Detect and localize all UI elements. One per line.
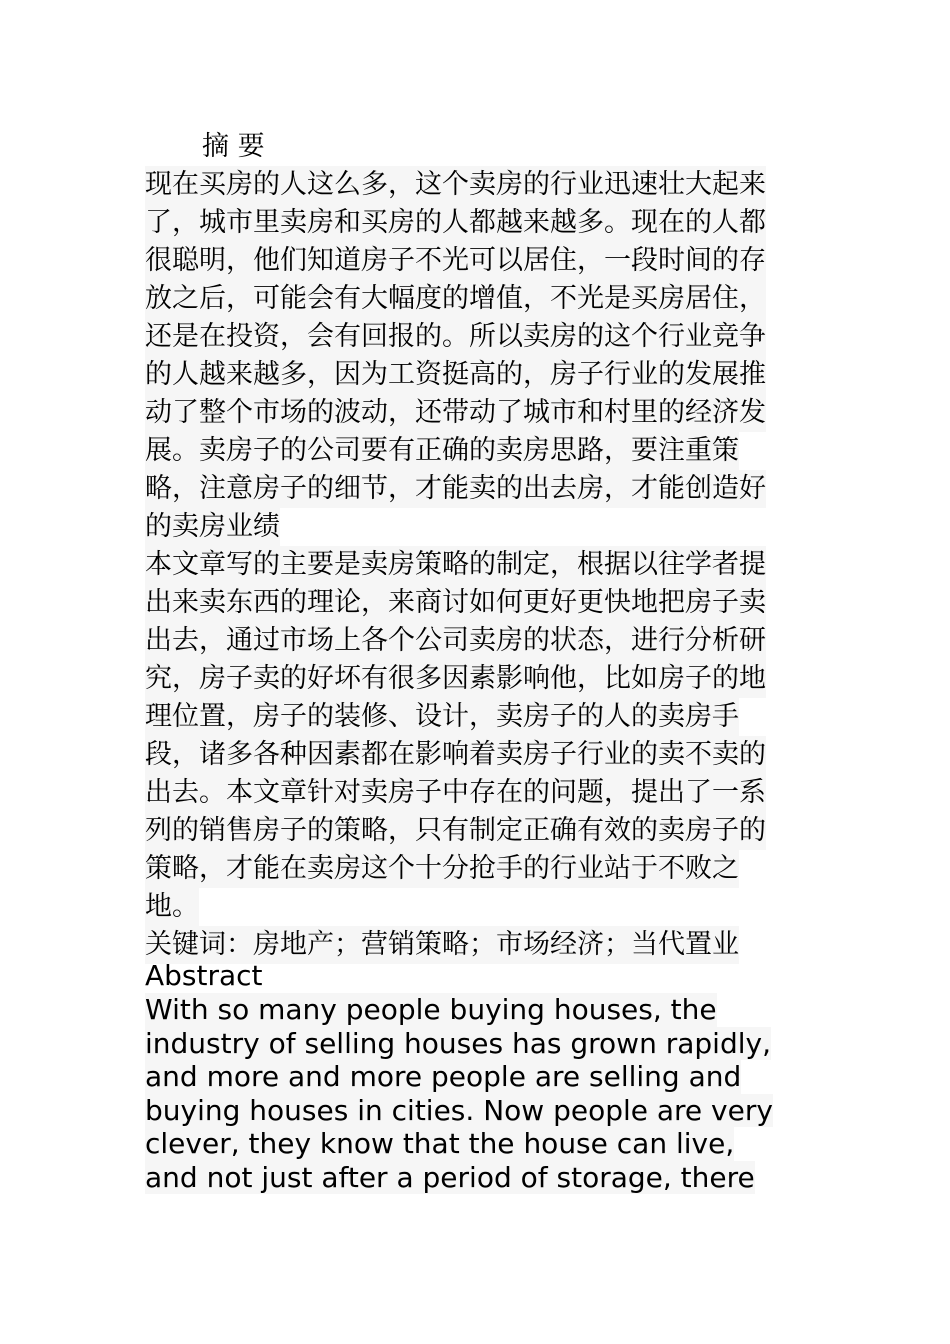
text-line: and not just after a period of storage, there: [145, 1160, 755, 1194]
text-line: 的卖房业绩: [145, 508, 280, 546]
text-line: 现在买房的人这么多，这个卖房的行业迅速壮大起来: [145, 166, 766, 204]
text-line: 究，房子卖的好坏有很多因素影响他，比如房子的地: [145, 660, 766, 698]
text-line: 略，注意房子的细节，才能卖的出去房，才能创造好: [145, 470, 766, 508]
text-line: 的人越来越多，因为工资挺高的，房子行业的发展推: [145, 356, 766, 394]
abstract-cn-title: 摘 要: [202, 131, 265, 162]
text-line: 出去，通过市场上各个公司卖房的状态，进行分析研: [145, 622, 766, 660]
text-line: 动了整个市场的波动，还带动了城市和村里的经济发: [145, 394, 766, 432]
text-line: 策略，才能在卖房这个十分抢手的行业站于不败之: [145, 850, 739, 888]
text-line: 出去。本文章针对卖房子中存在的问题，提出了一系: [145, 774, 766, 812]
text-line: 放之后，可能会有大幅度的增值，不光是买房居住，: [145, 280, 766, 318]
text-line: 展。卖房子的公司要有正确的卖房思路，要注重策: [145, 432, 739, 470]
abstract-en-paragraph: [145, 993, 810, 1194]
text-line: 理位置，房子的装修、设计，卖房子的人的卖房手: [145, 698, 739, 736]
text-line: 很聪明，他们知道房子不光可以居住，一段时间的存: [145, 242, 766, 280]
text-line: With so many people buying houses, the: [145, 993, 717, 1026]
abstract-en-title: Abstract: [145, 959, 263, 992]
text-line: 地。: [145, 888, 199, 926]
abstract-cn-paragraph-1: [145, 166, 810, 546]
abstract-cn-paragraph-2: [145, 546, 810, 926]
text-line: 出来卖东西的理论，来商讨如何更好更快地把房子卖: [145, 584, 766, 622]
text-line: 还是在投资，会有回报的。所以卖房的这个行业竞争: [145, 318, 766, 356]
text-line: 段，诸多各种因素都在影响着卖房子行业的卖不卖的: [145, 736, 766, 774]
keywords-line: 关键词：房地产；营销策略；市场经济；当代置业: [145, 926, 739, 964]
text-line: 本文章写的主要是卖房策略的制定，根据以往学者提: [145, 546, 766, 584]
text-line: buying houses in cities. Now people are very: [145, 1093, 773, 1127]
text-line: industry of selling houses has grown rapidly,: [145, 1026, 771, 1060]
text-line: 列的销售房子的策略，只有制定正确有效的卖房子的: [145, 812, 766, 850]
text-line: and more and more people are selling and: [145, 1060, 742, 1093]
text-line: clever, they know that the house can live,: [145, 1127, 735, 1160]
text-line: 了，城市里卖房和买房的人都越来越多。现在的人都: [145, 204, 766, 242]
